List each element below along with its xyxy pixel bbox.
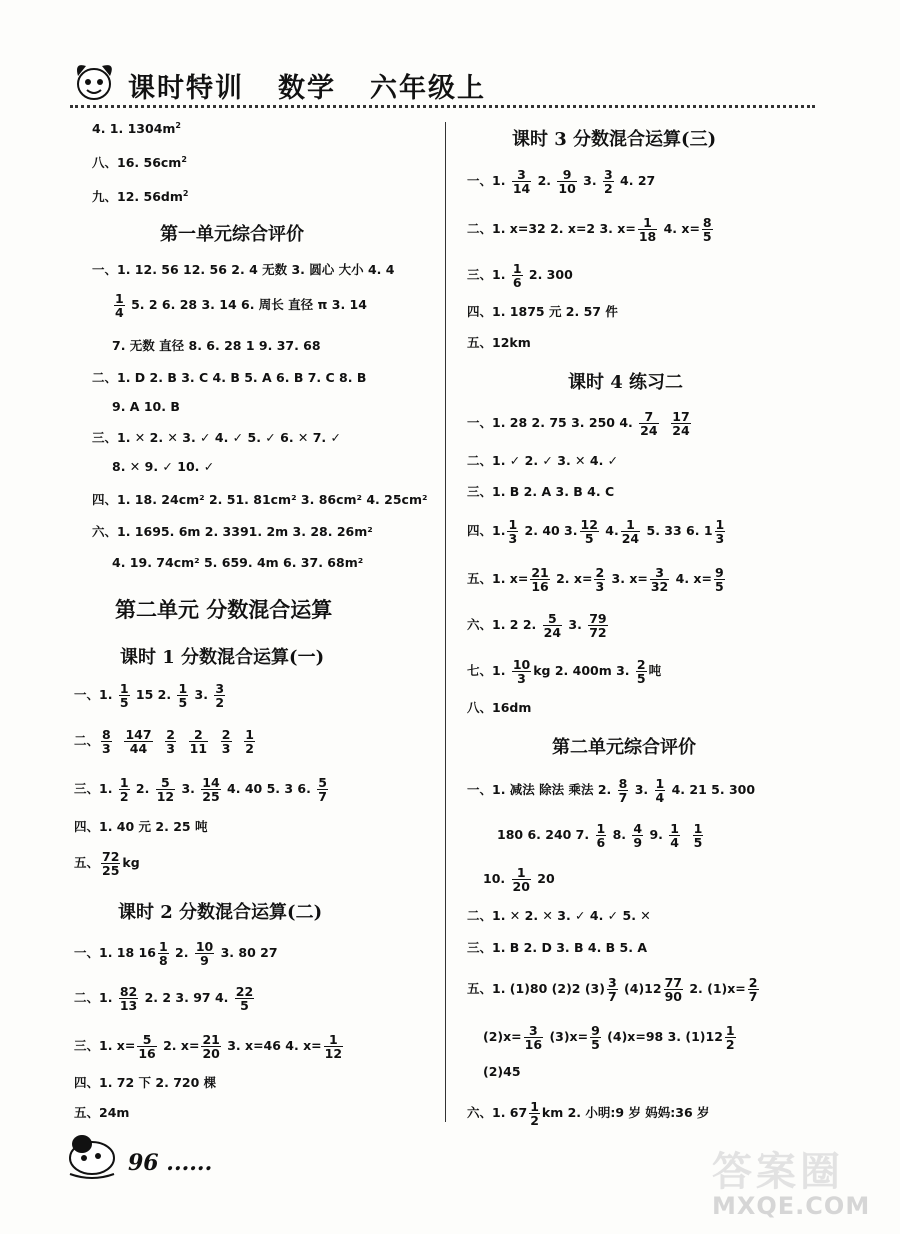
header-title bbox=[128, 66, 520, 105]
answer-line: 四、1. 40 元 2. 25 吨 bbox=[74, 819, 208, 834]
answer-line: 六、1. 1695. 6m 2. 3391. 2m 3. 28. 26m² bbox=[92, 524, 373, 539]
answer-line: 四、1. $\frac{1}{3}$ 2. 40 3. $\frac{12}{5}$ 4. $\frac{1}{24}$ 5. 33 6. 1 $\frac{1}{3}$ bbox=[467, 517, 725, 546]
answer-line: 二、1. ✕ 2. ✕ 3. ✓ 4. ✓ 5. ✕ bbox=[467, 908, 651, 923]
answer-line: 三、1. B 2. A 3. B 4. C bbox=[467, 484, 615, 499]
grade-title: 六年级上 bbox=[370, 73, 486, 104]
answer-line: 一、1. 减法 除法 乘法 2. $\frac{8}{7}$ 3. $\frac{1}{4}$ 4. 21 5. 300 bbox=[467, 776, 756, 805]
column-divider bbox=[445, 122, 446, 1122]
answer-line: 五、 $\frac{72}{25}$ kg bbox=[74, 849, 140, 878]
answer-line: 9. A 10. B bbox=[112, 399, 180, 414]
footer-mascot-icon bbox=[62, 1130, 124, 1180]
answer-line: 四、1. 18. 24cm² 2. 51. 81cm² 3. 86cm² 4. 25cm² bbox=[92, 492, 428, 507]
lesson-title: 课时 2 分数混合运算(二) bbox=[118, 902, 323, 923]
answer-line: 七、1. $\frac{10}{3}$ kg 2. 400m 3. $\frac{2}{5}$ 吨 bbox=[467, 657, 662, 686]
answer-line: 四、1. 1875 元 2. 57 件 bbox=[467, 304, 618, 319]
answer-line: 五、24m bbox=[74, 1105, 130, 1120]
answer-line: 六、1. 2 2. $\frac{5}{24}$ 3. $\frac{79}{72}$ bbox=[467, 611, 607, 640]
section-title: 第一单元综合评价 bbox=[160, 224, 304, 245]
answer-line: 八、16dm bbox=[467, 700, 532, 715]
answer-line: 一、1. $\frac{3}{14}$ 2. $\frac{9}{10}$ 3. $\frac{3}{2}$ 4. 27 bbox=[467, 167, 656, 196]
answer-line: 三、1. $\frac{1}{2}$ 2. $\frac{5}{12}$ 3. $\frac{14}{25}$ 4. 40 5. 3 6. $\frac{5}{7}$ bbox=[74, 775, 327, 804]
unit-title: 第二单元 分数混合运算 bbox=[115, 597, 333, 622]
answer-line: $\frac{1}{4}$ 5. 2 6. 28 3. 14 6. 周长 直径 π 3. 14 bbox=[115, 291, 367, 320]
answer-line: 一、1. $\frac{1}{5}$ 15 2. $\frac{1}{5}$ 3. $\frac{3}{2}$ bbox=[74, 681, 225, 710]
answer-line: 8. ✕ 9. ✓ 10. ✓ bbox=[112, 459, 215, 474]
answer-line: 180 6. 240 7. $\frac{1}{6}$ 8. $\frac{4}{9}$ 9. $\frac{1}{4}$ $\frac{1}{5}$ bbox=[497, 821, 703, 850]
answer-line: 二、 $\frac{8}{3}$ $\frac{147}{44}$ $\frac{2}{3}$ $\frac{2}{11}$ $\frac{2}{3}$ $\frac{1}{2}$ bbox=[74, 727, 254, 756]
answer-line: 三、1. B 2. D 3. B 4. B 5. A bbox=[467, 940, 648, 955]
page-number: 96 ...... bbox=[128, 1150, 213, 1176]
answer-line: 二、1. x=32 2. x=2 3. x= $\frac{1}{18}$ 4. x= $\frac{8}{5}$ bbox=[467, 215, 712, 244]
lesson-title: 课时 3 分数混合运算(三) bbox=[512, 129, 717, 150]
mascot-logo-icon bbox=[70, 58, 118, 102]
lesson-title: 课时 4 练习二 bbox=[568, 372, 684, 393]
answer-line: 三、1. x= $\frac{5}{16}$ 2. x= $\frac{21}{20}$ 3. x=46 4. x= $\frac{1}{12}$ bbox=[74, 1032, 343, 1061]
watermark bbox=[712, 1140, 892, 1224]
book-series-title: 课时特训 bbox=[128, 73, 244, 104]
page-header bbox=[70, 58, 815, 108]
answer-line: 一、1. 28 2. 75 3. 250 4. $\frac{7}{24}$ $\frac{17}{24}$ bbox=[467, 409, 690, 438]
answer-line: 三、1. $\frac{1}{6}$ 2. 300 bbox=[467, 261, 573, 290]
answer-line: 八、16. $56cm^2$ bbox=[92, 155, 187, 171]
section-title: 第二单元综合评价 bbox=[552, 737, 696, 758]
watermark-url: MXQE.COM bbox=[712, 1192, 871, 1220]
answer-line: 五、1. x= $\frac{21}{16}$ 2. x= $\frac{2}{3}$ 3. x= $\frac{3}{32}$ 4. x= $\frac{9}{5}$ bbox=[467, 565, 724, 594]
answer-line: 二、1. D 2. B 3. C 4. B 5. A 6. B 7. C 8. B bbox=[92, 370, 367, 385]
answer-line: 10. $\frac{1}{20}$ 20 bbox=[483, 865, 555, 894]
answer-line: 四、1. 72 下 2. 720 棵 bbox=[74, 1075, 217, 1090]
answer-line: 一、1. 12. 56 12. 56 2. 4 无数 3. 圆心 大小 4. 4 bbox=[92, 262, 395, 277]
answer-line: 五、1. (1)80 (2)2 (3) $\frac{3}{7}$ (4)12 $\frac{77}{90}$ 2. (1)x= $\frac{2}{7}$ bbox=[467, 975, 758, 1004]
answer-line: (2)x= $\frac{3}{16}$ (3)x= $\frac{9}{5}$ (4)x=98 3. (1)12 $\frac{1}{2}$ bbox=[483, 1023, 735, 1052]
header-divider bbox=[70, 105, 815, 108]
watermark-logo-text: 答案圈 bbox=[712, 1149, 844, 1195]
answer-line: 4. 19. 74cm² 5. 659. 4m 6. 37. 68m² bbox=[112, 555, 364, 570]
answer-line: 7. 无数 直径 8. 6. 28 1 9. 37. 68 bbox=[112, 338, 321, 353]
answer-line: 4. 1. $1304m^2$ bbox=[92, 121, 181, 137]
answer-line: 一、1. 18 16 $\frac{1}{8}$ 2. $\frac{10}{9}$ 3. 80 27 bbox=[74, 939, 278, 968]
lesson-title: 课时 1 分数混合运算(一) bbox=[120, 647, 325, 668]
answer-line: 九、12. $56dm^2$ bbox=[92, 189, 189, 205]
answer-line: 三、1. ✕ 2. ✕ 3. ✓ 4. ✓ 5. ✓ 6. ✕ 7. ✓ bbox=[92, 430, 342, 445]
answer-line: 二、1. ✓ 2. ✓ 3. ✕ 4. ✓ bbox=[467, 453, 619, 468]
answer-line: (2)45 bbox=[483, 1064, 521, 1079]
answer-line: 五、12km bbox=[467, 335, 531, 350]
subject-title: 数学 bbox=[278, 73, 336, 104]
answer-line: 六、1. 67 $\frac{1}{2}$ km 2. 小明:9 岁 妈妈:36 岁 bbox=[467, 1099, 710, 1128]
answer-line: 二、1. $\frac{82}{13}$ 2. 2 3. 97 4. $\frac{22}{5}$ bbox=[74, 984, 254, 1013]
